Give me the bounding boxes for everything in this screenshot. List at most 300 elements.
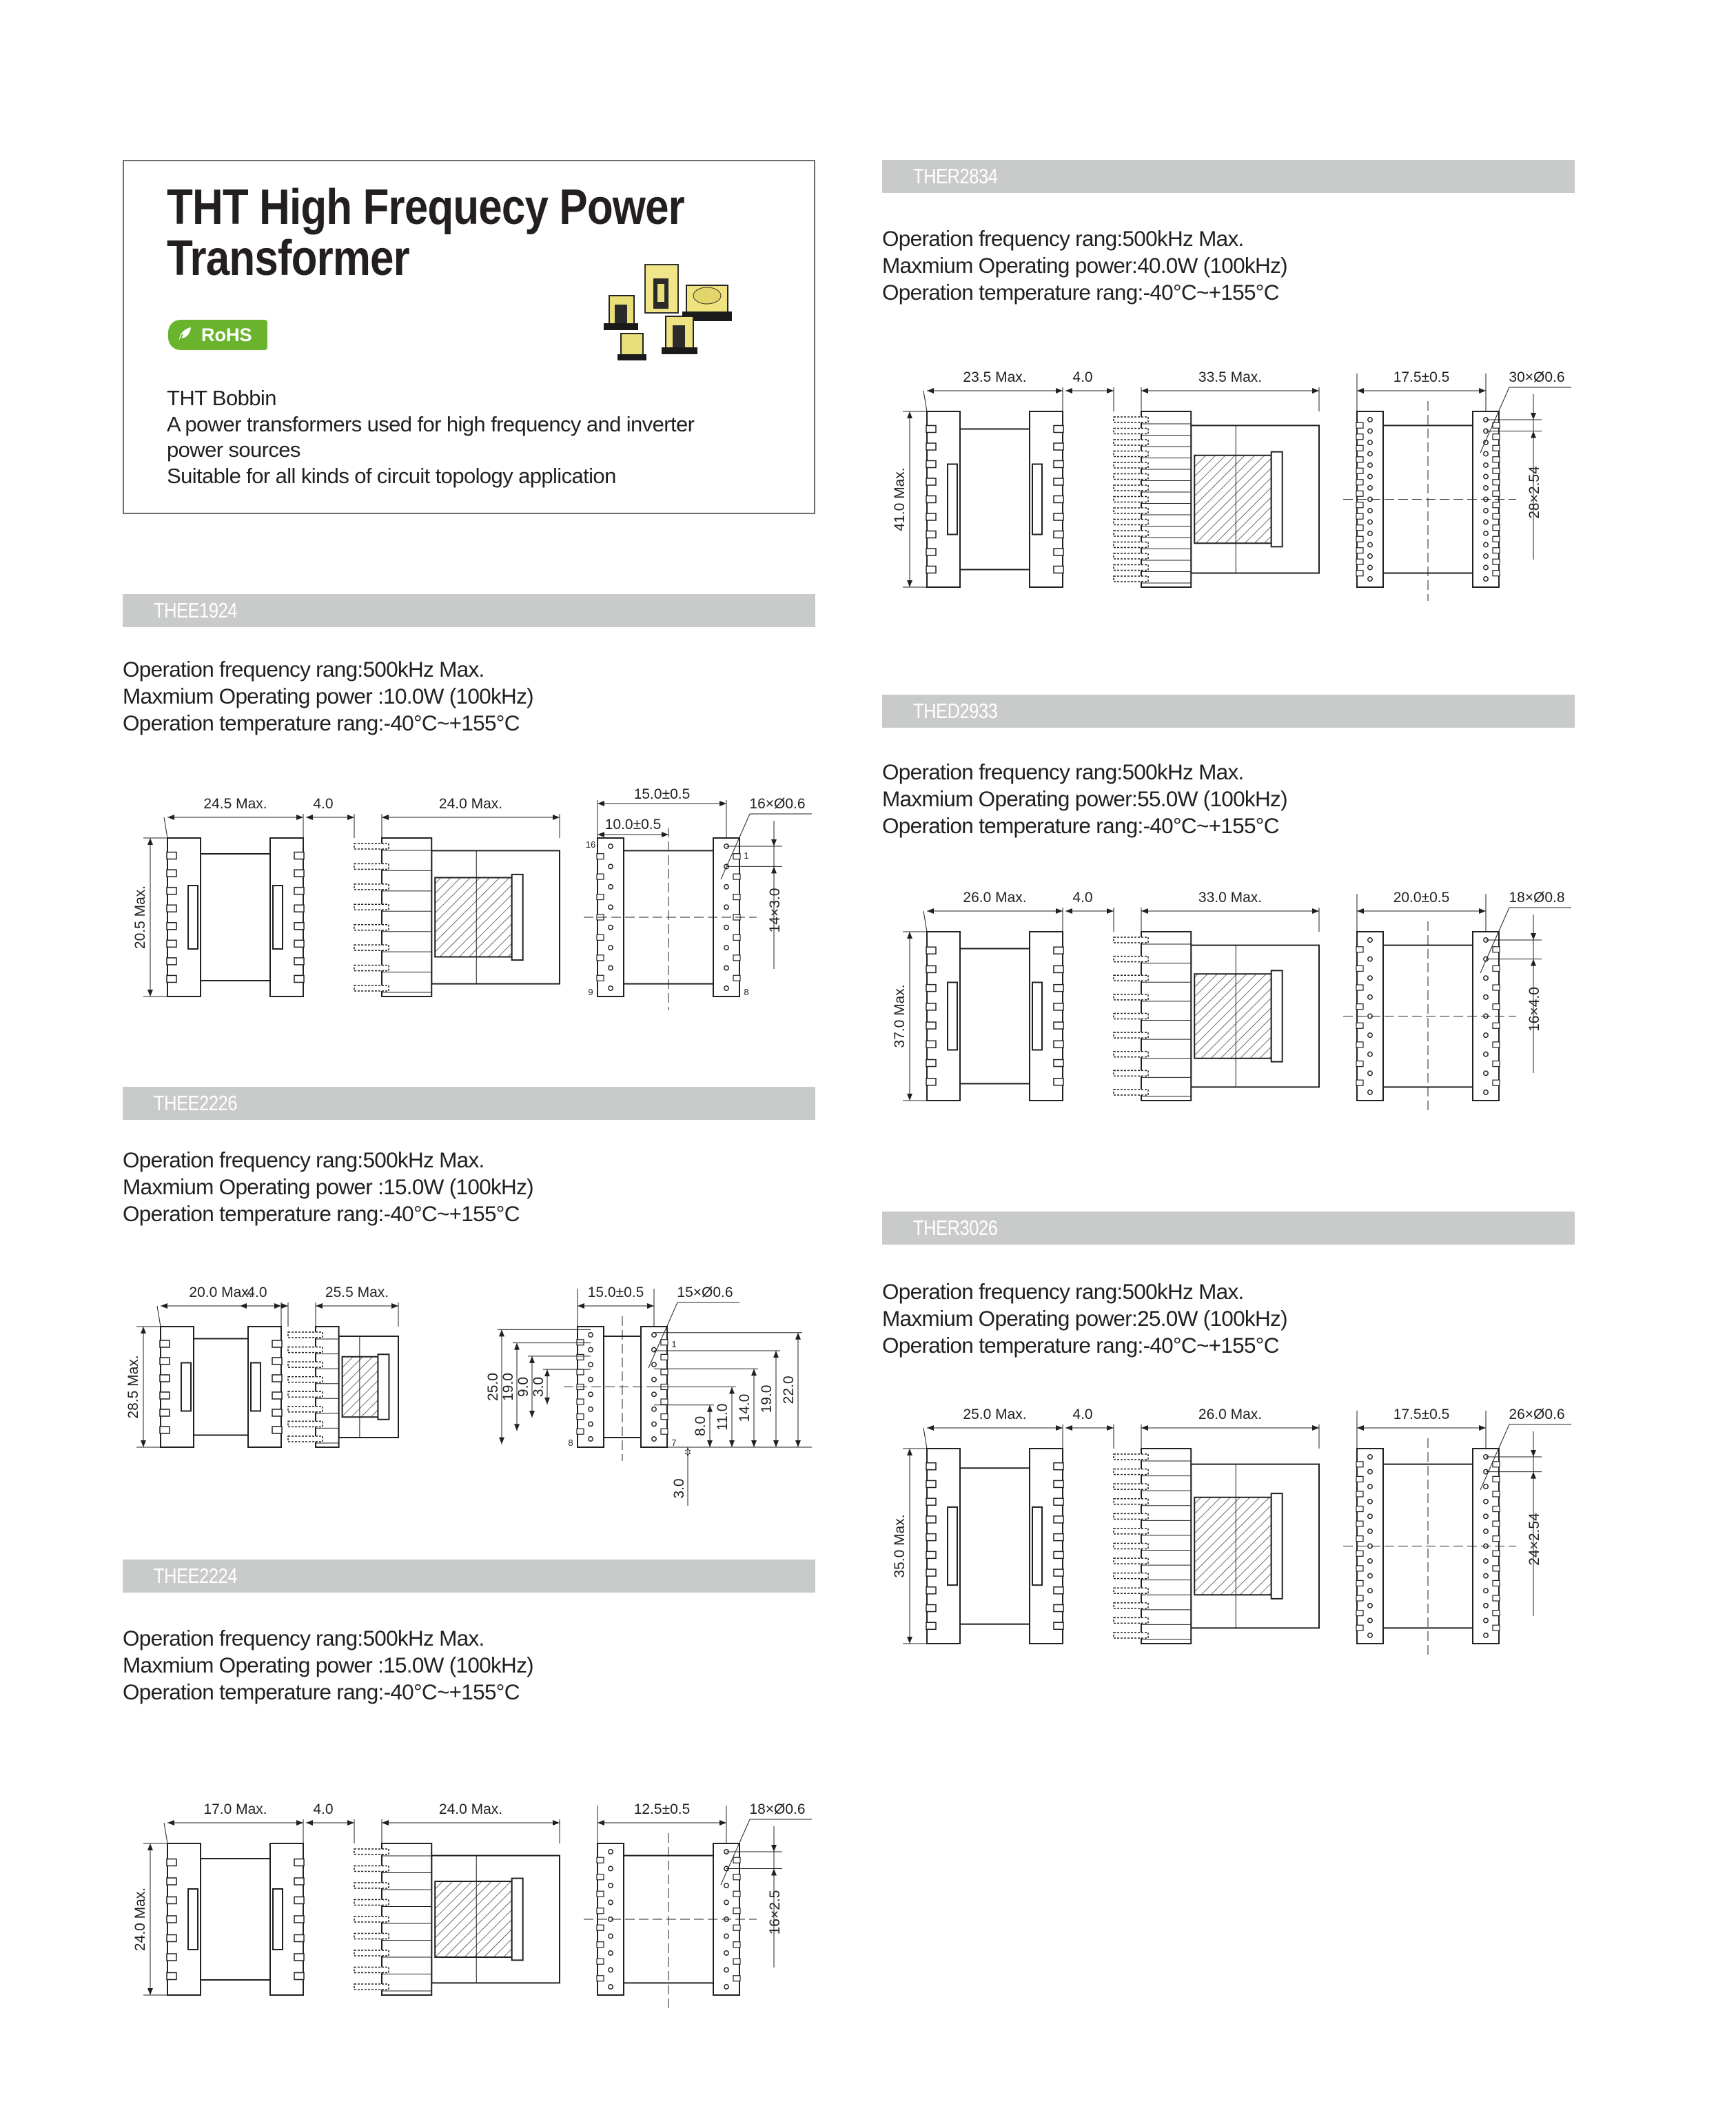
pin <box>354 1917 389 1922</box>
spec-power: Maxmium Operating power:40.0W (100kHz) <box>882 253 1287 278</box>
flange-notch <box>1054 1569 1063 1576</box>
transformer-product-photo <box>597 258 790 368</box>
pin-hole <box>609 1883 613 1888</box>
flange-notch <box>1054 461 1063 468</box>
flange-notch <box>1054 1022 1063 1029</box>
pin-hole <box>1484 1618 1488 1622</box>
flange-notch <box>272 1340 282 1347</box>
flange-notch <box>1356 1566 1363 1571</box>
flange-notch <box>1493 422 1500 428</box>
flange-notch <box>1054 1041 1063 1047</box>
pin <box>1114 451 1148 457</box>
dimension-drawing-THER2834 <box>882 360 1575 601</box>
bobbin-end <box>512 875 523 960</box>
pin-hole <box>609 1900 613 1904</box>
dimension-label: 22.0 <box>781 1376 797 1404</box>
flange-notch <box>1493 445 1500 451</box>
pin <box>288 1407 323 1412</box>
flange-notch <box>926 947 936 954</box>
depth-dimension-label: 24.0 Max. <box>438 796 503 812</box>
flange-notch <box>597 854 604 859</box>
pin <box>1114 1573 1148 1579</box>
pin-hole <box>609 864 613 868</box>
flange-notch <box>1493 1506 1500 1512</box>
section-header-THED2933 <box>882 695 1575 728</box>
pin-count-label: 15×Ø0.6 <box>677 1285 733 1300</box>
pitch-label: 24×2.54 <box>1526 1513 1542 1566</box>
pin-hole <box>609 1985 613 1989</box>
flange-notch <box>661 1340 668 1345</box>
pin-length-label: 4.0 <box>1072 1407 1093 1422</box>
pin-number-label: 7 <box>671 1438 677 1448</box>
flange-notch <box>733 1976 740 1981</box>
pin <box>1114 1014 1148 1019</box>
width-dimension-label: 23.5 Max. <box>963 369 1027 385</box>
dimension-label: 11.0 <box>715 1403 731 1431</box>
flange-notch <box>160 1427 170 1433</box>
pin-number-label: 9 <box>588 987 593 997</box>
spec-temperature: Operation temperature rang:-40°C~+155°C <box>882 813 1279 838</box>
bobbin-window <box>948 464 957 535</box>
pin <box>1114 508 1148 513</box>
flange-notch <box>1356 1476 1363 1482</box>
pin-hole <box>652 1378 656 1382</box>
flange-notch <box>597 1925 604 1930</box>
flange-notch <box>167 905 176 912</box>
flange-notch <box>1054 1587 1063 1594</box>
pin-hole <box>724 965 728 970</box>
flange-notch <box>597 1976 604 1981</box>
title-line-2: Transformer <box>167 231 409 286</box>
pin-hole <box>1368 1588 1372 1593</box>
bobbin-window <box>188 1889 198 1950</box>
pin <box>1114 975 1148 981</box>
flange-notch <box>167 852 176 859</box>
flange-notch <box>294 1897 304 1904</box>
pin <box>354 945 389 950</box>
pin <box>354 863 389 869</box>
height-dimension-label: 35.0 Max. <box>892 1514 908 1578</box>
pin-hole <box>652 1362 656 1367</box>
bobbin-window <box>273 886 283 949</box>
flange-notch <box>1493 1595 1500 1601</box>
flange-notch <box>1493 1611 1500 1616</box>
bobbin-flange-side <box>382 1843 431 1995</box>
spec-list <box>882 759 1575 839</box>
pin-hole <box>589 1407 593 1411</box>
pin <box>288 1332 323 1338</box>
flange-notch <box>926 1569 936 1576</box>
flange-notch <box>1356 1042 1363 1047</box>
pin <box>354 925 389 930</box>
pin-hole <box>724 986 728 990</box>
pin <box>1114 485 1148 491</box>
flange-notch <box>1493 985 1500 990</box>
flange-notch <box>160 1409 170 1416</box>
front-view <box>892 369 1063 587</box>
pin-hole <box>1368 1559 1372 1563</box>
front-view <box>132 1801 304 1995</box>
pin-hole <box>1368 451 1372 456</box>
flange-notch <box>294 1878 304 1885</box>
flange-notch <box>294 923 304 930</box>
flange-notch <box>597 895 604 900</box>
flange-notch <box>1054 513 1063 520</box>
pin-hole <box>1484 451 1488 456</box>
flange-notch <box>926 513 936 520</box>
flange-notch <box>1356 1023 1363 1028</box>
flange-notch <box>272 1427 282 1433</box>
row-spacing-label: 15.0±0.5 <box>587 1285 644 1300</box>
bobbin-window <box>1032 1507 1042 1585</box>
pin <box>1114 520 1148 525</box>
flange-notch <box>1493 1521 1500 1526</box>
flange-notch <box>1054 496 1063 503</box>
flange-notch <box>733 1959 740 1964</box>
pin-view <box>584 786 812 1010</box>
pin <box>1114 937 1148 943</box>
depth-dimension-label: 33.5 Max. <box>1198 369 1263 385</box>
flange-notch <box>577 1414 584 1420</box>
flange-notch <box>1493 1023 1500 1028</box>
pin <box>354 1934 389 1939</box>
pin-hole <box>609 905 613 909</box>
flange-notch <box>733 1874 740 1880</box>
pin-number-label: 8 <box>744 987 749 997</box>
pin <box>1114 576 1148 582</box>
pin-hole <box>1368 429 1372 433</box>
title-line-1: THT High Frequecy Power <box>167 180 684 235</box>
flange-notch <box>1493 548 1500 553</box>
pin-hole <box>724 885 728 889</box>
pin-hole <box>609 1850 613 1854</box>
spec-frequency: Operation frequency rang:500kHz Max. <box>123 1147 484 1172</box>
transformer-4 <box>662 316 697 354</box>
winding <box>1194 1498 1271 1595</box>
intro-panel <box>123 160 815 514</box>
pin <box>1114 429 1148 434</box>
flange-notch <box>733 895 740 900</box>
flange-notch <box>1054 1498 1063 1505</box>
flange-notch <box>294 870 304 877</box>
side-view <box>1065 890 1319 1101</box>
section-header-THEE1924 <box>123 594 815 627</box>
pin-hole <box>609 926 613 930</box>
pin <box>1114 1484 1148 1489</box>
flange-notch <box>167 975 176 982</box>
bobbin-flange-side <box>382 838 431 996</box>
pitch-label: 28×2.54 <box>1526 466 1542 519</box>
flange-notch <box>733 854 740 859</box>
flange-notch <box>1493 525 1500 531</box>
pin-hole <box>609 1866 613 1870</box>
pitch-label: 16×4.0 <box>1526 987 1542 1032</box>
flange-notch <box>1493 947 1500 952</box>
front-view <box>132 796 304 996</box>
spec-list <box>882 225 1575 306</box>
flange-notch <box>1356 571 1363 576</box>
flange-notch <box>1356 525 1363 531</box>
flange-notch <box>926 1060 936 1067</box>
pin-length-label: 4.0 <box>1072 890 1093 906</box>
width-dimension-label: 24.5 Max. <box>203 796 267 812</box>
flange-notch <box>926 478 936 485</box>
extension-line <box>157 1306 161 1327</box>
flange-notch <box>160 1340 170 1347</box>
pin-hole <box>1368 1633 1372 1637</box>
flange-notch <box>926 443 936 450</box>
pin-hole <box>1368 418 1372 422</box>
side-view <box>306 1801 560 1995</box>
flange-notch <box>926 496 936 503</box>
bobbin-window <box>1032 983 1042 1050</box>
spec-temperature: Operation temperature rang:-40°C~+155°C <box>882 1333 1279 1358</box>
pin-hole <box>1368 1514 1372 1518</box>
flange-notch <box>926 566 936 573</box>
flange-notch <box>1054 426 1063 433</box>
flange-notch <box>167 940 176 947</box>
bobbin-end <box>512 1879 523 1961</box>
pin-hole <box>652 1333 656 1337</box>
flange-notch <box>167 1878 176 1885</box>
description-line: power sources <box>167 438 300 462</box>
flange-notch <box>1493 1551 1500 1556</box>
depth-dimension-label: 25.5 Max. <box>325 1285 389 1300</box>
pin-hole <box>1484 976 1488 980</box>
pin <box>1114 1052 1148 1057</box>
pin-hole <box>1484 1559 1488 1563</box>
flange-notch <box>597 874 604 879</box>
spec-power: Maxmium Operating power:55.0W (100kHz) <box>882 786 1287 811</box>
flange-notch <box>926 1480 936 1487</box>
flange-notch <box>160 1358 170 1364</box>
intro-description <box>167 385 694 489</box>
spec-frequency: Operation frequency rang:500kHz Max. <box>123 657 484 682</box>
bobbin-end <box>1272 970 1283 1061</box>
flange-notch <box>926 426 936 433</box>
flange-notch <box>1356 1536 1363 1542</box>
pin <box>354 884 389 890</box>
flange-notch <box>167 870 176 877</box>
dimension-label: 9.0 <box>515 1376 531 1398</box>
pin-hole <box>1484 486 1488 490</box>
pin-hole <box>1484 1514 1488 1518</box>
height-dimension-label: 41.0 Max. <box>892 467 908 531</box>
flange-notch <box>167 1973 176 1980</box>
pin <box>354 1900 389 1905</box>
bobbin-window <box>273 1889 283 1950</box>
flange-notch <box>1493 1004 1500 1010</box>
pin-hole <box>1484 995 1488 999</box>
flange-notch <box>1356 513 1363 519</box>
depth-dimension-label: 33.0 Max. <box>1198 890 1263 906</box>
pin-hole <box>1368 577 1372 581</box>
row-spacing-label: 17.5±0.5 <box>1393 369 1450 385</box>
pin-hole <box>652 1422 656 1426</box>
pin <box>354 1950 389 1956</box>
pin-view <box>1343 369 1571 601</box>
flange-notch <box>577 1369 584 1375</box>
flange-notch <box>597 1908 604 1914</box>
pin-length-label: 4.0 <box>247 1285 267 1300</box>
pin-hole <box>1368 463 1372 467</box>
pin-hole <box>1368 1052 1372 1056</box>
flange-notch <box>1054 443 1063 450</box>
flange-notch <box>1356 502 1363 508</box>
flange-notch <box>1493 468 1500 473</box>
section-title: THER3026 <box>913 1216 998 1240</box>
bobbin-window <box>251 1363 261 1411</box>
flange-notch <box>926 1003 936 1010</box>
dimension-drawing-THEE2224 <box>123 1792 815 2009</box>
pin-hole <box>1484 531 1488 535</box>
flange-notch <box>1054 947 1063 954</box>
core <box>194 1339 248 1435</box>
pin-hole <box>1368 976 1372 980</box>
pin-hole <box>1368 520 1372 524</box>
dimension-drawing-THEE1924 <box>123 786 815 1010</box>
pin <box>1114 462 1148 468</box>
description-line: THT Bobbin <box>167 386 276 410</box>
winding <box>1194 974 1271 1059</box>
bobbin-end <box>378 1354 389 1420</box>
pin-hole <box>1484 1484 1488 1489</box>
section-title: THEE1924 <box>154 598 238 622</box>
pin <box>288 1377 323 1382</box>
flange-notch <box>733 1908 740 1914</box>
flange-notch <box>294 975 304 982</box>
flange-notch <box>294 958 304 965</box>
pin <box>1114 1032 1148 1038</box>
flange-notch <box>1493 559 1500 564</box>
pin-hole <box>609 1951 613 1955</box>
pin <box>288 1362 323 1367</box>
flange-notch <box>597 1874 604 1880</box>
pin <box>1114 1499 1148 1504</box>
flange-notch <box>167 1897 176 1904</box>
spec-list <box>882 1278 1575 1359</box>
pin-hole <box>652 1407 656 1411</box>
flange-notch <box>1493 457 1500 462</box>
side-view <box>1065 1407 1319 1644</box>
flange-notch <box>160 1392 170 1399</box>
pin-hole <box>1368 509 1372 513</box>
flange-notch <box>1054 1003 1063 1010</box>
flange-notch <box>597 1857 604 1863</box>
flange-notch <box>1356 457 1363 462</box>
flange-notch <box>926 1551 936 1558</box>
pin-hole <box>1484 1500 1488 1504</box>
flange-notch <box>272 1358 282 1364</box>
pin <box>354 904 389 910</box>
flange-notch <box>926 1079 936 1085</box>
pin-count-label: 16×Ø0.6 <box>749 796 806 812</box>
flange-notch <box>1356 1551 1363 1556</box>
pin-hole <box>1484 542 1488 546</box>
bobbin-flange-side <box>1141 1449 1191 1644</box>
pitch-label: 14×3.0 <box>767 888 783 933</box>
core <box>960 949 1030 1084</box>
flange-notch <box>733 1942 740 1948</box>
pin-hole <box>724 1985 728 1989</box>
bobbin-end <box>1272 452 1283 547</box>
section-title: THEE2226 <box>154 1091 238 1115</box>
width-dimension-label: 26.0 Max. <box>963 890 1027 906</box>
height-dimension-label: 37.0 Max. <box>892 984 908 1048</box>
pin-hole <box>589 1422 593 1426</box>
section-header-THER3026 <box>882 1212 1575 1245</box>
pin <box>1114 565 1148 571</box>
pin-hole <box>1484 1588 1488 1593</box>
pin <box>1114 1090 1148 1095</box>
flange-notch <box>733 1857 740 1863</box>
flange-notch <box>167 923 176 930</box>
flange-notch <box>597 975 604 981</box>
core <box>201 1859 270 1980</box>
pin-hole <box>1368 474 1372 478</box>
height-dimension-label: 20.5 Max. <box>132 885 148 950</box>
dimension-label: 19.0 <box>759 1384 775 1413</box>
pin <box>1114 1633 1148 1638</box>
flange-notch <box>597 934 604 940</box>
flange-notch <box>1054 1551 1063 1558</box>
flange-notch <box>1493 536 1500 542</box>
pin-number-label: 1 <box>671 1339 677 1349</box>
pin-hole <box>1368 1071 1372 1075</box>
pin-hole <box>724 1951 728 1955</box>
pin-count-label: 18×Ø0.8 <box>1509 890 1565 906</box>
extension-line <box>164 1823 167 1843</box>
row-spacing-label: 17.5±0.5 <box>1393 1407 1450 1422</box>
pin <box>1114 994 1148 1000</box>
spec-list <box>123 656 815 737</box>
bobbin-end <box>1272 1493 1283 1599</box>
flange-notch <box>294 1935 304 1942</box>
pin <box>1114 417 1148 422</box>
flange-notch <box>733 1925 740 1930</box>
pin-hole <box>724 1967 728 1972</box>
flange-notch <box>926 1516 936 1523</box>
pin-hole <box>1368 995 1372 999</box>
pin <box>354 1984 389 1990</box>
pin-count-label: 26×Ø0.6 <box>1509 1407 1565 1422</box>
flange-notch <box>597 1942 604 1948</box>
flange-notch <box>733 975 740 981</box>
winding <box>343 1357 378 1418</box>
flange-notch <box>1493 1061 1500 1067</box>
depth-dimension-label: 24.0 Max. <box>438 1801 503 1817</box>
flange-notch <box>597 955 604 961</box>
pin-hole <box>1484 565 1488 569</box>
flange-notch <box>1356 1611 1363 1616</box>
section-header-THEE2226 <box>123 1087 815 1120</box>
flange-notch <box>1493 491 1500 496</box>
flange-notch <box>1054 566 1063 573</box>
pin-hole <box>724 1883 728 1888</box>
flange-notch <box>1356 947 1363 952</box>
flange-notch <box>294 1859 304 1866</box>
pin-hole <box>724 1934 728 1938</box>
flange-notch <box>1493 480 1500 485</box>
flange-notch <box>1493 571 1500 576</box>
spec-temperature: Operation temperature rang:-40°C~+155°C <box>123 1679 520 1704</box>
pin-hole <box>1368 1500 1372 1504</box>
flange-notch <box>1493 1625 1500 1631</box>
pin-hole <box>652 1392 656 1396</box>
pin-hole <box>1368 1618 1372 1622</box>
flange-notch <box>167 1954 176 1961</box>
pin-hole <box>1484 1573 1488 1577</box>
